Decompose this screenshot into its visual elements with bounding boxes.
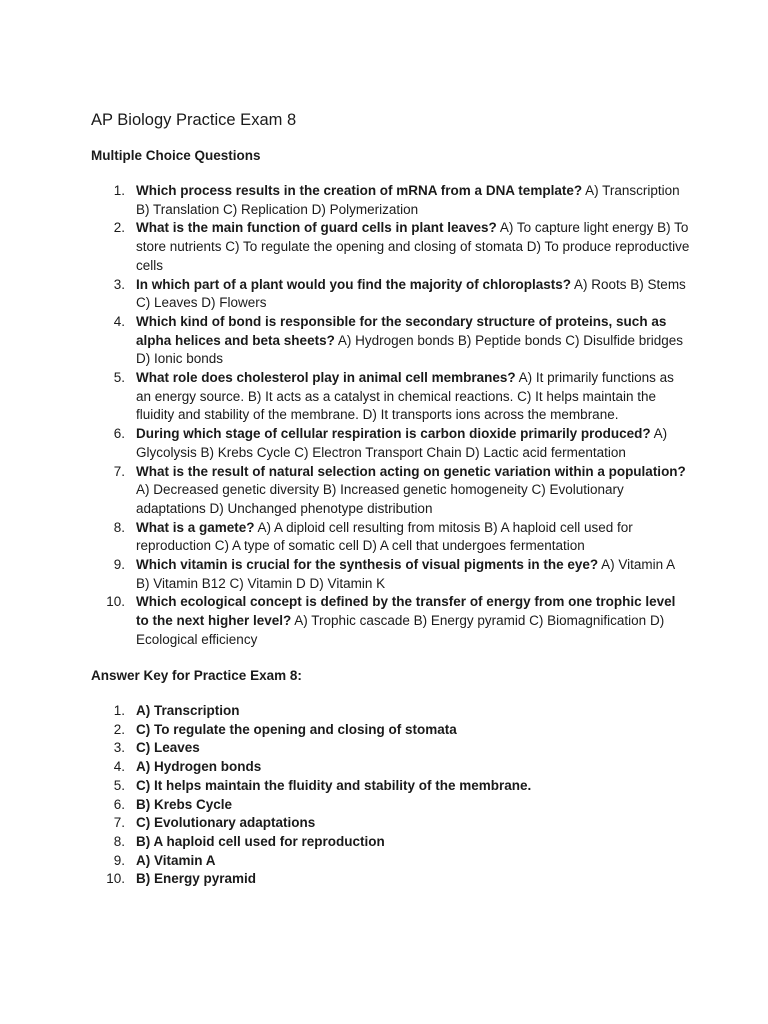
question-item — [91, 219, 691, 275]
answer-item — [91, 833, 691, 852]
answer-text: C) It helps maintain the fluidity and stability of the membrane. — [136, 777, 532, 793]
answer-text: B) Energy pyramid — [136, 871, 257, 887]
question-options: A) To capture light energy B) To store nutrients C) To regulate the opening and closing of stomata D) To produce reproductive cells — [136, 220, 690, 273]
question-text: Which kind of bond is responsible for the secondary structure of proteins, such as alpha helices and beta sheets? — [136, 313, 667, 348]
question-number: 5. — [113, 370, 125, 386]
question-item — [91, 276, 691, 313]
question-item — [91, 369, 691, 425]
answer-text: A) Hydrogen bonds — [136, 759, 262, 775]
answer-number: 2. — [113, 721, 125, 737]
question-item — [91, 593, 691, 649]
answer-item — [91, 758, 691, 777]
answer-item — [91, 721, 691, 740]
answer-item — [91, 777, 691, 796]
answer-list — [91, 702, 691, 889]
question-item — [91, 313, 691, 369]
question-options: A) A diploid cell resulting from mitosis B) A haploid cell used for reproduction C) A type of somatic cell D) A cell that undergoes fermentation — [136, 519, 633, 554]
multiple-choice-heading: Multiple Choice Questions — [91, 148, 261, 163]
answer-number: 6. — [113, 796, 125, 812]
question-list — [91, 182, 691, 650]
question-item — [91, 556, 691, 593]
question-number: 7. — [113, 463, 125, 479]
question-number: 9. — [113, 557, 125, 573]
question-number: 6. — [113, 426, 125, 442]
question-text: What is a gamete? — [136, 519, 255, 535]
answer-item — [91, 870, 691, 889]
question-options: A) Glycolysis B) Krebs Cycle C) Electron Transport Chain D) Lactic acid fermentation — [136, 426, 668, 460]
answer-text: A) Transcription — [136, 703, 240, 718]
answer-item — [91, 852, 691, 871]
question-options: A) Roots B) Stems C) Leaves D) Flowers — [136, 276, 686, 311]
question-text: In which part of a plant would you find the majority of chloroplasts? — [136, 276, 572, 292]
question-text: Which process results in the creation of mRNA from a DNA template? — [136, 183, 583, 198]
answer-number: 4. — [113, 759, 125, 775]
answer-number: 8. — [113, 833, 125, 849]
question-text: What is the main function of guard cells in plant leaves? — [136, 220, 497, 236]
answer-text: B) A haploid cell used for reproduction — [136, 833, 385, 849]
question-options: A) Hydrogen bonds B) Peptide bonds C) Disulfide bridges D) Ionic bonds — [136, 332, 684, 367]
question-options: A) Decreased genetic diversity B) Increased genetic homogeneity C) Evolutionary adaptations D) Unchanged phenotype distribution — [136, 482, 624, 516]
question-text: During which stage of cellular respiration is carbon dioxide primarily produced? — [136, 426, 651, 442]
question-text: Which ecological concept is defined by the transfer of energy from one trophic level to the next higher level? — [136, 594, 676, 629]
answer-item — [91, 702, 691, 721]
answer-number: 5. — [113, 777, 125, 793]
answer-text: A) Vitamin A — [136, 852, 216, 868]
question-number: 2. — [113, 220, 125, 236]
answer-text: C) Evolutionary adaptations — [136, 815, 316, 831]
question-text: What is the result of natural selection acting on genetic variation within a population? — [136, 463, 686, 479]
question-item — [91, 463, 691, 519]
answer-number: 3. — [113, 740, 125, 756]
question-options: A) Vitamin A B) Vitamin B12 C) Vitamin D D) Vitamin K — [136, 557, 675, 591]
question-text: What role does cholesterol play in animal cell membranes? — [136, 370, 516, 386]
question-options: A) Transcription B) Translation C) Replication D) Polymerization — [136, 183, 680, 217]
answer-text: B) Krebs Cycle — [136, 796, 233, 812]
answer-text: C) Leaves — [136, 740, 200, 756]
question-number: 8. — [113, 519, 125, 535]
question-options: A) It primarily functions as an energy source. B) It acts as a catalyst in chemical reactions. C) It helps maintain the fluidity and stability of the membrane. D) It transports ions across the membrane. — [136, 370, 674, 423]
answer-key-heading: Answer Key for Practice Exam 8: — [91, 668, 302, 683]
answer-item — [91, 814, 691, 833]
question-options: A) Trophic cascade B) Energy pyramid C) Biomagnification D) Ecological efficiency — [136, 613, 665, 647]
page-title: AP Biology Practice Exam 8 — [91, 111, 297, 129]
question-item — [91, 182, 691, 219]
question-item — [91, 425, 691, 462]
question-number: 10. — [106, 594, 125, 610]
question-text: Which vitamin is crucial for the synthesis of visual pigments in the eye? — [136, 557, 599, 573]
question-number: 1. — [113, 183, 125, 198]
question-number: 4. — [113, 313, 125, 329]
answer-item — [91, 796, 691, 815]
question-number: 3. — [113, 276, 125, 292]
answer-number: 7. — [113, 815, 125, 831]
answer-number: 1. — [113, 703, 125, 718]
answer-number: 9. — [113, 852, 125, 868]
answer-number: 10. — [106, 871, 125, 887]
answer-item — [91, 739, 691, 758]
question-item — [91, 519, 691, 556]
answer-text: C) To regulate the opening and closing of stomata — [136, 721, 457, 737]
